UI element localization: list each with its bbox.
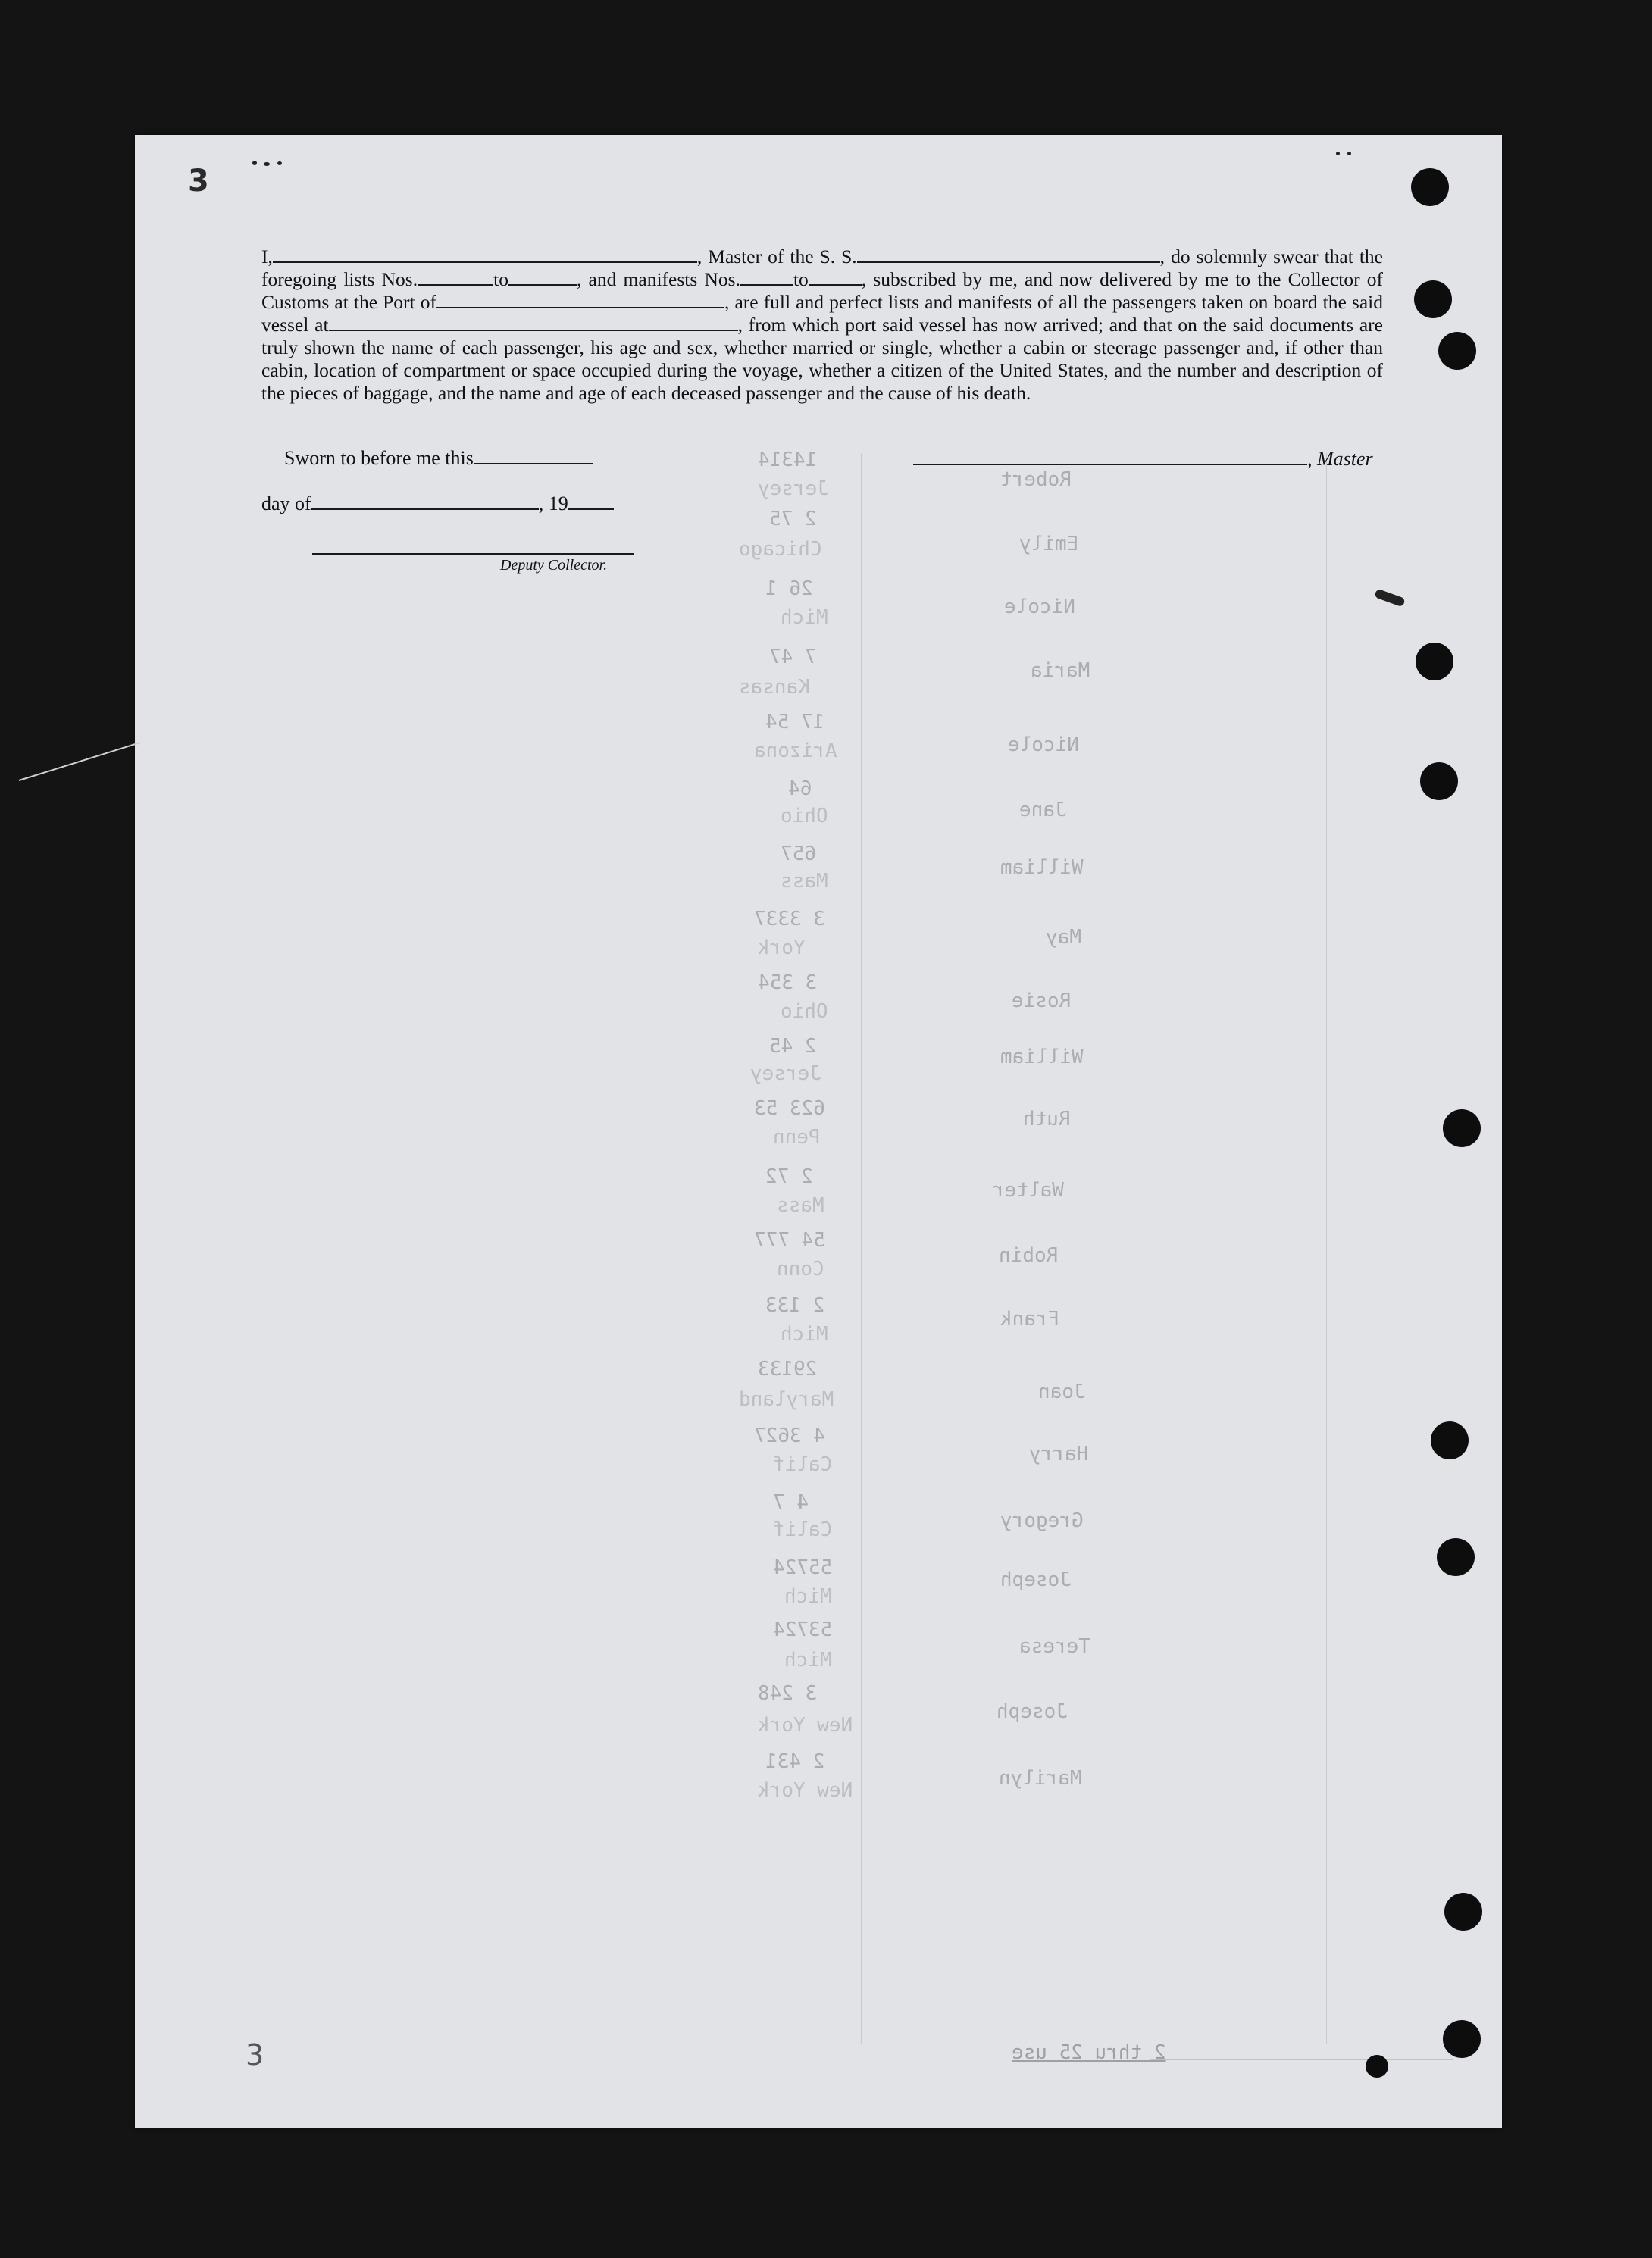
oath-subscribed: , subscribed by me, and now delivered by me to the Collector of Customs at the Port of [261, 268, 1383, 313]
year-prefix: , 19 [538, 493, 568, 514]
oath-body: , from which port said vessel has now arrived; and that on the said documents are truly shown the name of each passenger, his age and sex, whether married or single, whether a cabin or steerage passenger and, if other than cabin, location of compartment or space occupied during the voyage, whether a citizen of the United States, and the number and description of the pieces of baggage, and the name and age of each deceased passenger and the cause of his death. [261, 314, 1383, 404]
ghost-name: Frank [1000, 1308, 1060, 1331]
ghost-number: 3 3337 [754, 908, 825, 930]
sworn-line [284, 447, 593, 470]
punch-hole [1411, 168, 1449, 206]
oath-solemnly: , do solemnly swear that the foregoing lists Nos. [261, 246, 1383, 290]
ghost-place: Chicago [739, 538, 822, 561]
ghost-place: Kansas [739, 676, 810, 699]
punch-hole [1437, 1538, 1475, 1576]
ghost-name: Nicole [1008, 733, 1079, 756]
ghost-number: 2 72 [765, 1165, 813, 1188]
ghost-name: Harry [1029, 1443, 1089, 1465]
ghost-name: William [1000, 856, 1084, 879]
punch-hole [1438, 332, 1476, 370]
ghost-number: 26 1 [765, 577, 813, 600]
ghost-place: Penn [773, 1126, 821, 1149]
ghost-name: Jane [1019, 799, 1067, 821]
ghost-number: 55724 [773, 1556, 833, 1579]
master-signature-line [913, 448, 1373, 471]
ghost-name: Walter [993, 1179, 1064, 1202]
ghost-name: William [1000, 1046, 1084, 1068]
ghost-place: Arizona [754, 740, 837, 762]
ghost-name: Ruth [1023, 1108, 1071, 1131]
oath-and-manifests: , and manifests Nos. [576, 268, 740, 290]
ghost-number: 657 [781, 843, 816, 865]
ghost-number: 14314 [758, 449, 818, 471]
ghost-footer-note: 2 thru 25 use [1012, 2041, 1166, 2064]
ghost-place: Jersey [758, 477, 829, 500]
ghost-name: Robin [999, 1244, 1059, 1267]
ghost-place: Ohio [781, 805, 828, 827]
ghost-place: Calif [773, 1453, 833, 1476]
punch-hole [1366, 2055, 1388, 2078]
ghost-place: Mich [781, 1323, 828, 1346]
ghost-place: Calif [773, 1518, 833, 1541]
ghost-name: May [1046, 926, 1081, 949]
deputy-collector-label: Deputy Collector. [500, 557, 608, 574]
ghost-place: Maryland [739, 1388, 834, 1411]
day-of-line [261, 493, 614, 515]
ghost-name: Joseph [1000, 1568, 1072, 1591]
ghost-name: Nicole [1004, 596, 1075, 618]
ghost-name: Robert [1000, 468, 1072, 491]
punch-hole [1444, 1893, 1482, 1931]
ghost-place: New York [758, 1714, 853, 1737]
oath-intro: I, [261, 246, 273, 267]
punch-hole [1431, 1421, 1469, 1459]
ghost-number: 2 133 [765, 1294, 825, 1317]
day-of-label: day of [261, 493, 311, 514]
ghost-name: Rosie [1012, 990, 1072, 1012]
ghost-number: 2 75 [769, 508, 817, 530]
ghost-name: Emily [1019, 533, 1079, 555]
ghost-name: Maria [1031, 659, 1090, 682]
ghost-place: Mich [781, 606, 828, 629]
ghost-number: 64 [788, 777, 812, 800]
ghost-number: 3 354 [758, 971, 818, 994]
punch-hole [1443, 1109, 1481, 1147]
oath-master-of: , Master of the S. S. [696, 246, 857, 267]
punch-hole [1420, 762, 1458, 800]
master-label: , Master [1307, 448, 1373, 470]
ghost-name: Teresa [1019, 1635, 1090, 1658]
ghost-number: 2 431 [765, 1750, 825, 1773]
oath-full-perfect: , are full and perfect lists and manifests of all the passengers taken on board the said vessel at [261, 291, 1383, 336]
ghost-place: New York [758, 1779, 853, 1802]
ghost-place: Mich [784, 1585, 832, 1608]
ghost-number: 29133 [758, 1358, 818, 1381]
ghost-name: Joseph [997, 1700, 1068, 1723]
oath-paragraph [261, 246, 1383, 405]
deputy-collector-rule [312, 553, 634, 555]
oath-to-2: to [793, 268, 809, 290]
ghost-place: Ohio [781, 1000, 828, 1023]
page-mark-top-left: 3 [188, 164, 209, 199]
ghost-place: Mass [781, 870, 828, 893]
ghost-number: 4 3627 [754, 1425, 825, 1447]
ghost-number: 623 53 [754, 1097, 825, 1120]
ghost-place: Conn [777, 1258, 824, 1281]
punch-hole [1416, 643, 1453, 680]
scan-scratch [15, 739, 144, 784]
ghost-number: 53724 [773, 1618, 833, 1641]
ghost-number: 7 47 [769, 646, 817, 668]
ghost-number: 2 45 [769, 1035, 817, 1058]
ghost-place: Jersey [750, 1062, 821, 1085]
ghost-place: Mich [784, 1649, 832, 1672]
ghost-number: 17 54 [765, 711, 825, 733]
ghost-number: 54 777 [754, 1229, 825, 1252]
ghost-number: 4 7 [773, 1491, 809, 1514]
page-mark-bottom-left: 3 [246, 2038, 264, 2072]
ghost-name: Gregory [1000, 1509, 1084, 1532]
ghost-name: Marilyn [999, 1767, 1082, 1790]
punch-hole [1443, 2020, 1481, 2058]
ghost-place: Mass [777, 1194, 824, 1217]
sworn-text: Sworn to before me this [284, 447, 474, 469]
ghost-name: Joan [1038, 1381, 1086, 1403]
punch-hole [1414, 280, 1452, 318]
ghost-number: 3 248 [758, 1682, 818, 1705]
oath-to-1: to [493, 268, 508, 290]
ghost-place: York [758, 937, 806, 959]
